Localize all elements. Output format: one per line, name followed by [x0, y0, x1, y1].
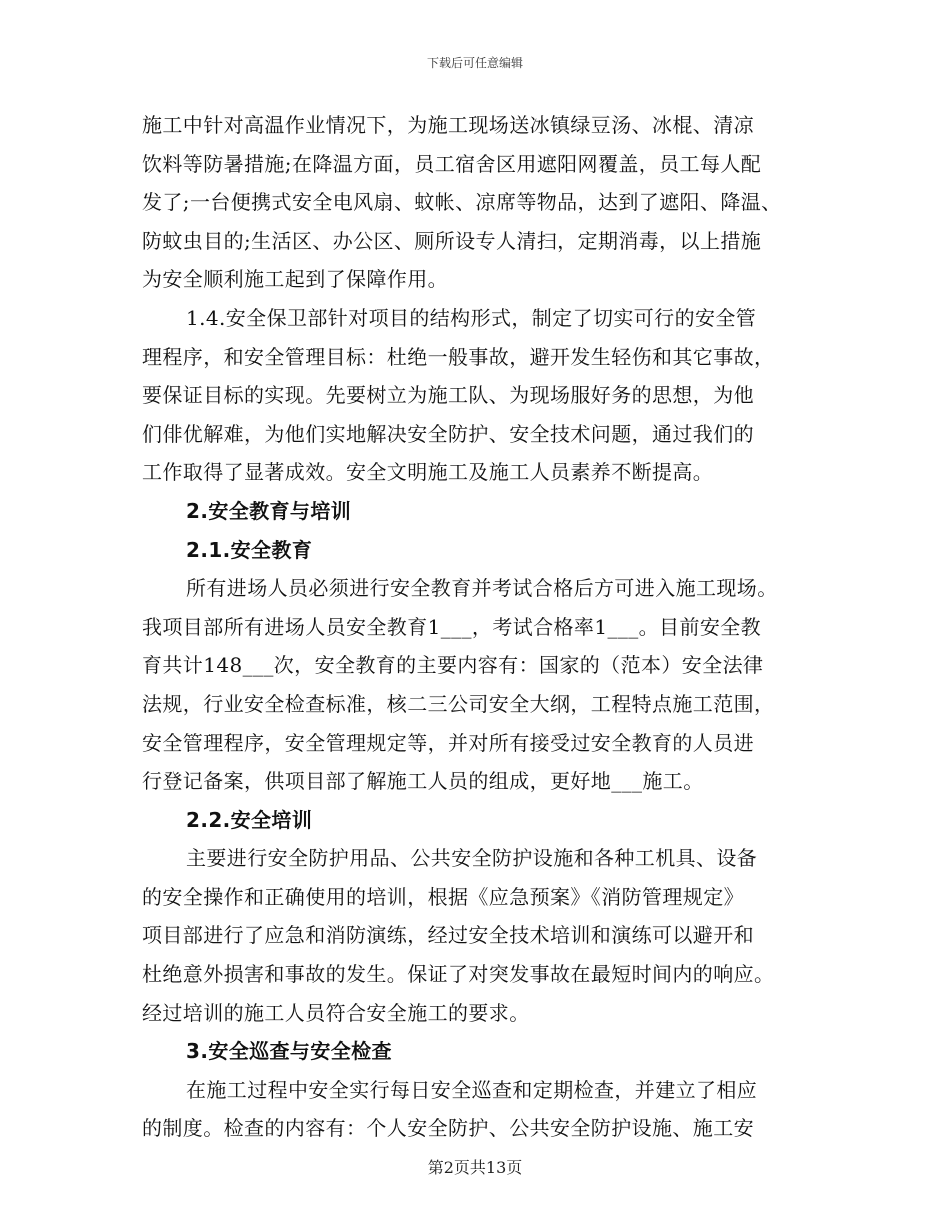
body-line: 要保证目标的实现。先要树立为施工队、为现场服好务的思想，为他: [142, 383, 754, 408]
subsection-heading: 2.2.安全培训: [186, 807, 313, 832]
body-line: 行登记备案，供项目部了解施工人员的组成，更好地___施工。: [142, 769, 704, 794]
body-line: 的安全操作和正确使用的培训，根据《应急预案》《消防管理规定》: [142, 884, 744, 909]
body-line: 安全管理程序，安全管理规定等，并对所有接受过安全教育的人员进: [142, 730, 754, 755]
body-line: 所有进场人员必须进行安全教育并考试合格后方可进入施工现场。: [186, 576, 778, 601]
body-line: 经过培训的施工人员符合安全施工的要求。: [142, 1000, 530, 1025]
body-line: 在施工过程中安全实行每日安全巡查和定期检查，并建立了相应: [186, 1077, 758, 1102]
section-heading: 3.安全巡查与安全检查: [186, 1039, 392, 1064]
body-line: 工作取得了显著成效。安全文明施工及施工人员素养不断提高。: [142, 460, 714, 485]
body-line: 项目部进行了应急和消防演练，经过安全技术培训和演练可以避开和: [142, 923, 754, 948]
body-line: 施工中针对高温作业情况下，为施工现场送冰镇绿豆汤、冰棍、清凉: [142, 113, 754, 137]
page-number: 第2页共13页: [427, 1158, 523, 1177]
subsection-heading: 2.1.安全教育: [186, 537, 313, 562]
body-line: 1.4.安全保卫部针对项目的结构形式，制定了切实可行的安全管: [186, 305, 757, 330]
document-body: [142, 106, 817, 1148]
body-line: 理程序，和安全管理目标：杜绝一般事故，避开发生轻伤和其它事故，: [142, 344, 775, 369]
body-line: 育共计148___次，安全教育的主要内容有：国家的（范本）安全法律: [142, 653, 764, 678]
body-line: 的制度。检查的内容有：个人安全防护、公共安全防护设施、施工安: [142, 1116, 754, 1141]
section-heading: 2.安全教育与培训: [186, 498, 352, 523]
body-line: 法规，行业安全检查标准，核二三公司安全大纲，工程特点施工范围，: [142, 691, 775, 716]
header-note: 下载后可任意编辑: [426, 56, 523, 70]
body-line: 们俳优解难，为他们实地解决安全防护、安全技术问题，通过我们的: [142, 421, 754, 446]
body-line: 我项目部所有进场人员安全教育1___，考试合格率1___。目前安全教: [142, 614, 762, 639]
body-line: 杜绝意外损害和事故的发生。保证了对突发事故在最短时间内的响应。: [142, 962, 775, 987]
body-line: 为安全顺利施工起到了保障作用。: [142, 267, 448, 292]
body-line: 饮料等防暑措施;在降温方面，员工宿舍区用遮阳网覆盖，员工每人配: [142, 151, 762, 176]
body-line: 防蚊虫目的;生活区、办公区、厕所设专人清扫，定期消毒，以上措施: [142, 228, 762, 253]
body-line: 主要进行安全防护用品、公共安全防护设施和各种工机具、设备: [186, 846, 758, 871]
body-line: 发了;一台便携式安全电风扇、蚊帐、凉席等物品，达到了遮阳、降温、: [142, 190, 782, 215]
